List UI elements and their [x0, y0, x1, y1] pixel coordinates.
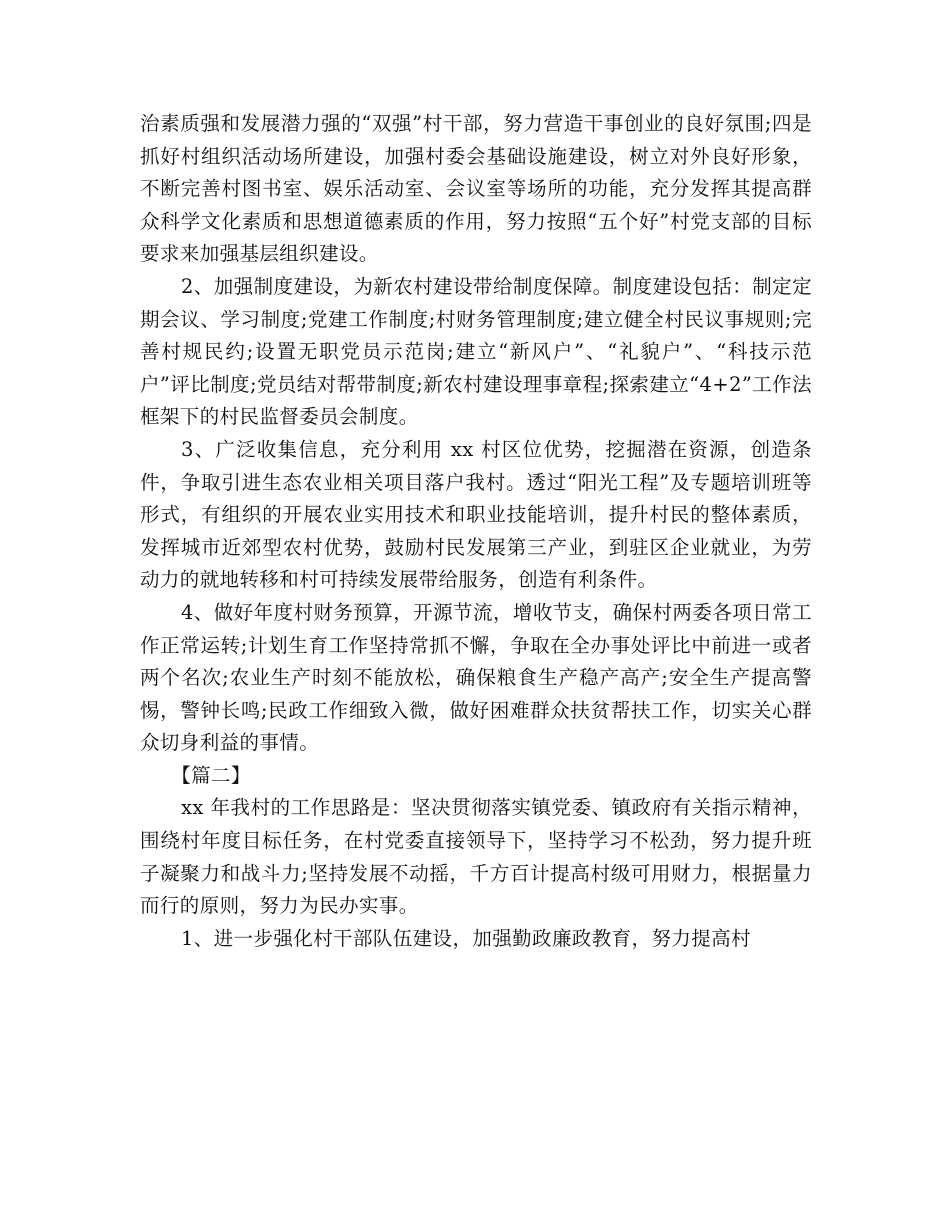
paragraph-continuation: 治素质强和发展潜力强的“双强”村干部，努力营造干事创业的良好氛围;四是抓好村组织活动场所建设，加强村委会基础设施建设，树立对外良好形象，不断完善村图书室、娱乐活动室、会议室等场所的功能，充分发挥其提高群众科学文化素质和思想道德素质的作用，努力按照“五个好”村党支部的目标要求来加强基层组织建设。: [140, 112, 812, 266]
section-heading: 【篇二】: [171, 763, 251, 787]
paragraph-intro: xx 年我村的工作思路是：坚决贯彻落实镇党委、镇政府有关指示精神，围绕村年度目标任务，在村党委直接领导下，坚持学习不松劲，努力提升班子凝聚力和战斗力;坚持发展不动摇，千方百计提高村级可用财力，根据量力而行的原则，努力为民办实事。: [140, 796, 812, 918]
paragraph-item-3: 3、广泛收集信息，充分利用 xx 村区位优势，挖掘潜在资源，创造条件，争取引进生态农业相关项目落户我村。透过“阳光工程”及专题培训班等形式，有组织的开展农业实用技术和职业技能培训，提升村民的整体素质，发挥城市近郊型农村优势，鼓励村民发展第三产业，到驻区企业就业，为劳动力的就地转移和村可持续发展带给服务，创造有利条件。: [140, 437, 812, 592]
paragraph-item-4: 4、做好年度村财务预算，开源节流，增收节支，确保村两委各项日常工作正常运转;计划生育工作坚持常抓不懈，争取在全办事处评比中前进一或者两个名次;农业生产时刻不能放松，确保粮食生产稳产高产;安全生产提高警惕，警钟长鸣;民政工作细致入微，做好困难群众扶贫帮扶工作，切实关心群众切身利益的事情。: [140, 600, 812, 755]
document-page: [140, 108, 812, 955]
paragraph-item-1: 1、进一步强化村干部队伍建设，加强勤政廉政教育，努力提高村: [180, 926, 751, 950]
paragraph-item-2: 2、加强制度建设，为新农村建设带给制度保障。制度建设包括：制定定期会议、学习制度;党建工作制度;村财务管理制度;建立健全村民议事规则;完善村规民约;设置无职党员示范岗;建立“新风户”、“礼貌户”、“科技示范户”评比制度;党员结对帮带制度;新农村建设理事章程;探索建立“4+2”工作法框架下的村民监督委员会制度。: [140, 274, 812, 429]
